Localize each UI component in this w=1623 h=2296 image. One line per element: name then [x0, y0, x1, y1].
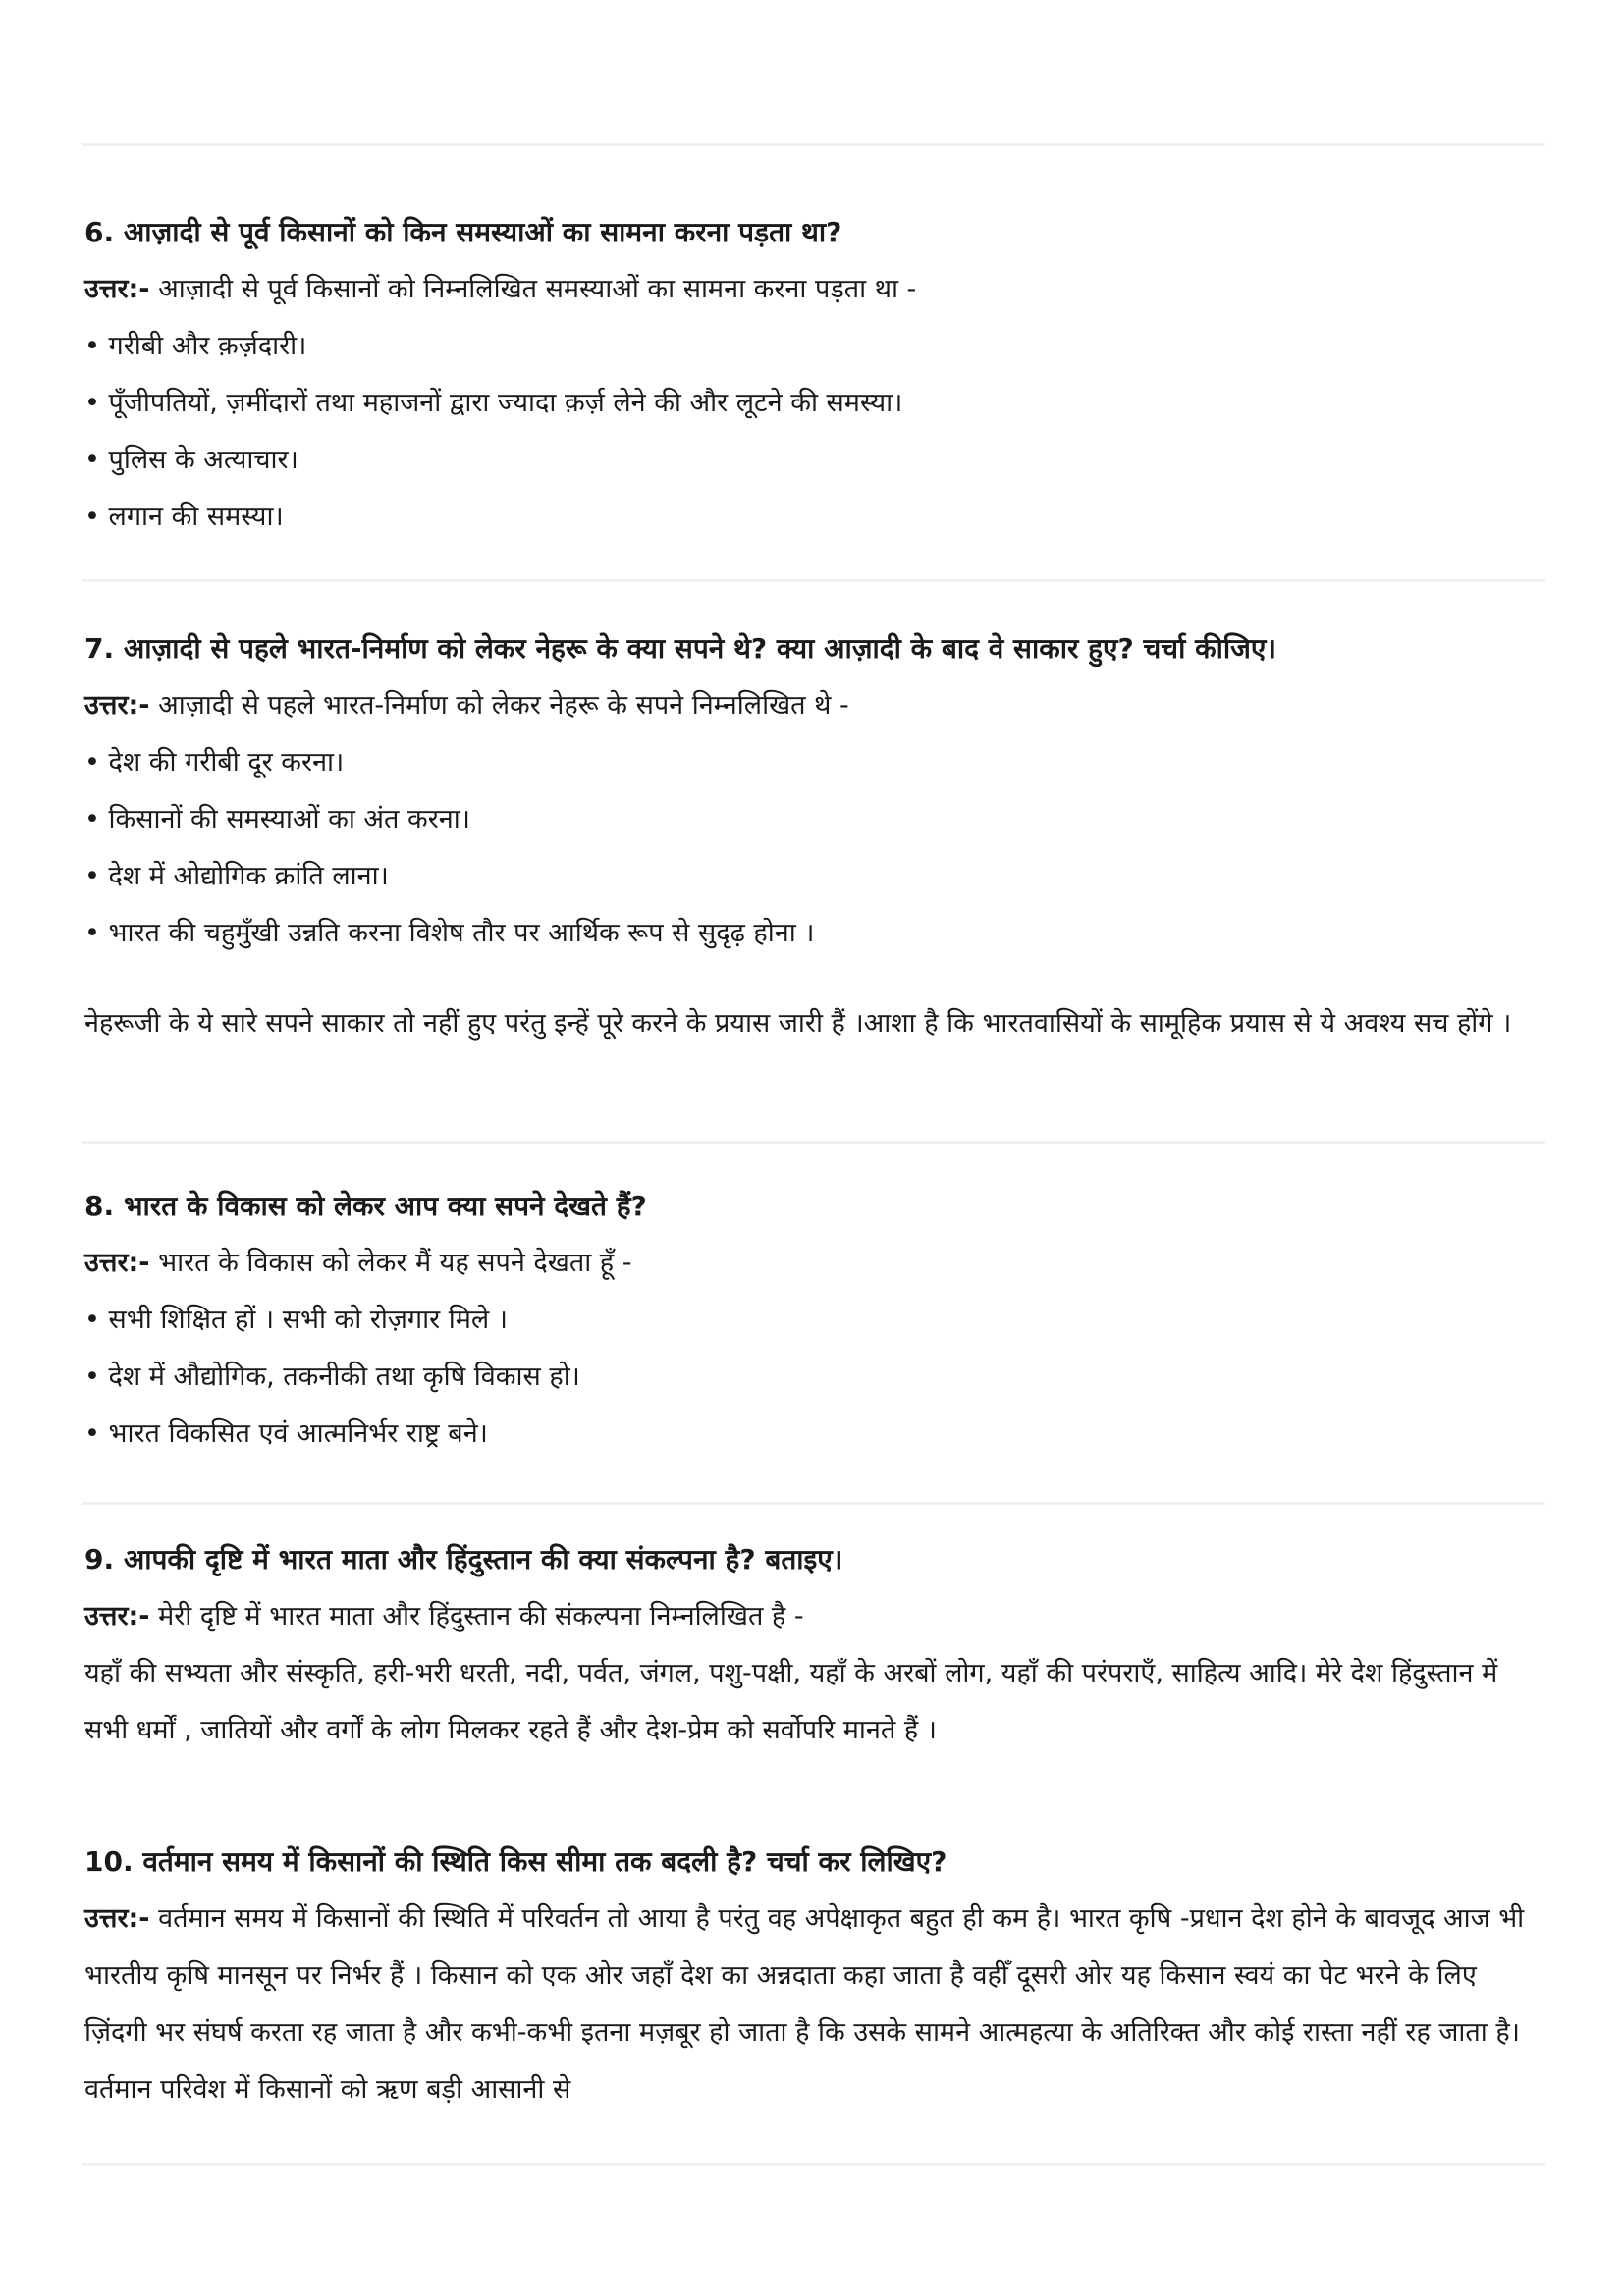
answer-body: [84, 1891, 1538, 2118]
answer-text: वर्तमान समय में किसानों की स्थिति में परिवर्तन तो आया है परंतु वह अपेक्षाकृत बहुत ही कम है। भारत कृषि -प्रधान देश होने के बावजूद आज भी भारतीय कृषि मानसून पर निर्भर हैं । किसान को एक ओर जहाँ देश का अन्नदाता कहा जाता है वहीँ दूसरी ओर यह किसान स्वयं का पेट भरने के लिए ज़िंदगी भर संघर्ष करता रह जाता है और कभी-कभी इतना मज़बूर हो जाता है कि उसके सामने आत्महत्या के अतिरिक्त और कोई रास्ता नहीं रह जाता है। वर्तमान परिवेश में किसानों को ऋण बड़ी आसानी से: [84, 1903, 1525, 2105]
answer-text: आज़ादी से पूर्व किसानों को निम्नलिखित समस्याओं का सामना करना पड़ता था -: [158, 274, 917, 304]
answer-paragraph: नेहरूजी के ये सारे सपने साकार तो नहीं हुए परंतु इन्हें पूरे करने के प्रयास जारी हैं ।आशा है कि भारतवासियों के सामूहिक प्रयास से ये अवश्य सच होंगे ।: [84, 1008, 1512, 1039]
question-heading: 6. आज़ादी से पूर्व किसानों को किन समस्याओं का सामना करना पड़ता था?: [84, 216, 842, 248]
bullet-item: • भारत विकसित एवं आत्मनिर्भर राष्ट्र बने।: [84, 1418, 488, 1449]
answer-label: उत्तर:-: [84, 1248, 150, 1278]
bullet-item: • किसानों की समस्याओं का अंत करना।: [84, 804, 470, 834]
question-block-8: [84, 1178, 1538, 1463]
answer-intro: [84, 1588, 1538, 1645]
bullet-item: • गरीबी और क़र्ज़दारी।: [84, 331, 307, 361]
question-block-7: [84, 620, 1538, 1052]
section-divider: [82, 579, 1545, 582]
bullet-item: • देश की गरीबी दूर करना।: [84, 747, 345, 777]
answer-text: भारत के विकास को लेकर मैं यह सपने देखता हूँ -: [158, 1248, 632, 1278]
answer-label: उत्तर:-: [84, 1601, 150, 1631]
question-block-9: [84, 1531, 1538, 1759]
answer-intro: [84, 677, 1538, 734]
spacer: [84, 962, 1538, 995]
answer-text: आज़ादी से पहले भारत-निर्माण को लेकर नेहरू के सपने निम्नलिखित थे -: [158, 690, 849, 721]
question-heading: 9. आपकी दृष्टि में भारत माता और हिंदुस्तान की क्या संकल्पना है? बताइए।: [84, 1543, 843, 1575]
answer-intro: [84, 261, 1538, 318]
answer-label: उत्तर:-: [84, 274, 150, 304]
section-divider: [82, 143, 1545, 146]
bullet-item: • सभी शिक्षित हों । सभी को रोज़गार मिले ।: [84, 1305, 508, 1335]
bullet-item: • भारत की चहुमुँखी उन्नति करना विशेष तौर पर आर्थिक रूप से सुदृढ़ होना ।: [84, 918, 815, 948]
bullet-item: • पूँजीपतियों, ज़मींदारों तथा महाजनों द्वारा ज्यादा क़र्ज़ लेने की और लूटने की समस्या।: [84, 388, 903, 418]
question-block-10: [84, 1834, 1538, 2118]
answer-label: उत्तर:-: [84, 1903, 150, 1934]
section-divider: [82, 1141, 1545, 1144]
answer-label: उत्तर:-: [84, 690, 150, 721]
section-divider: [82, 1502, 1545, 1505]
bullet-item: • देश में ओद्योगिक क्रांति लाना।: [84, 861, 389, 891]
answer-intro: [84, 1235, 1538, 1292]
question-heading: 7. आज़ादी से पहले भारत-निर्माण को लेकर नेहरू के क्या सपने थे? क्या आज़ादी के बाद वे साकार हुए? चर्चा कीजिए।: [84, 632, 1276, 665]
question-heading: 10. वर्तमान समय में किसानों की स्थिति किस सीमा तक बदली है? चर्चा कर लिखिए?: [84, 1845, 947, 1878]
answer-text: मेरी दृष्टि में भारत माता और हिंदुस्तान की संकल्पना निम्नलिखित है -: [158, 1601, 804, 1631]
bullet-item: • पुलिस के अत्याचार।: [84, 445, 298, 475]
question-block-6: [84, 204, 1538, 546]
question-heading: 8. भारत के विकास को लेकर आप क्या सपने देखते हैं?: [84, 1190, 647, 1222]
bullet-item: • लगान की समस्या।: [84, 502, 284, 532]
section-divider: [82, 2163, 1545, 2166]
bullet-item: • देश में औद्योगिक, तकनीकी तथा कृषि विकास हो।: [84, 1362, 580, 1392]
answer-paragraph: यहाँ की सभ्यता और संस्कृति, हरी-भरी धरती, नदी, पर्वत, जंगल, पशु-पक्षी, यहाँ के अरबों लोग, यहाँ की परंपराएँ, साहित्य आदि। मेरे देश हिंदुस्तान में सभी धर्मों , जातियों और वर्गों के लोग मिलकर रहते हैं और देश-प्रेम को सर्वोपरि मानते हैं ।: [84, 1658, 1498, 1745]
